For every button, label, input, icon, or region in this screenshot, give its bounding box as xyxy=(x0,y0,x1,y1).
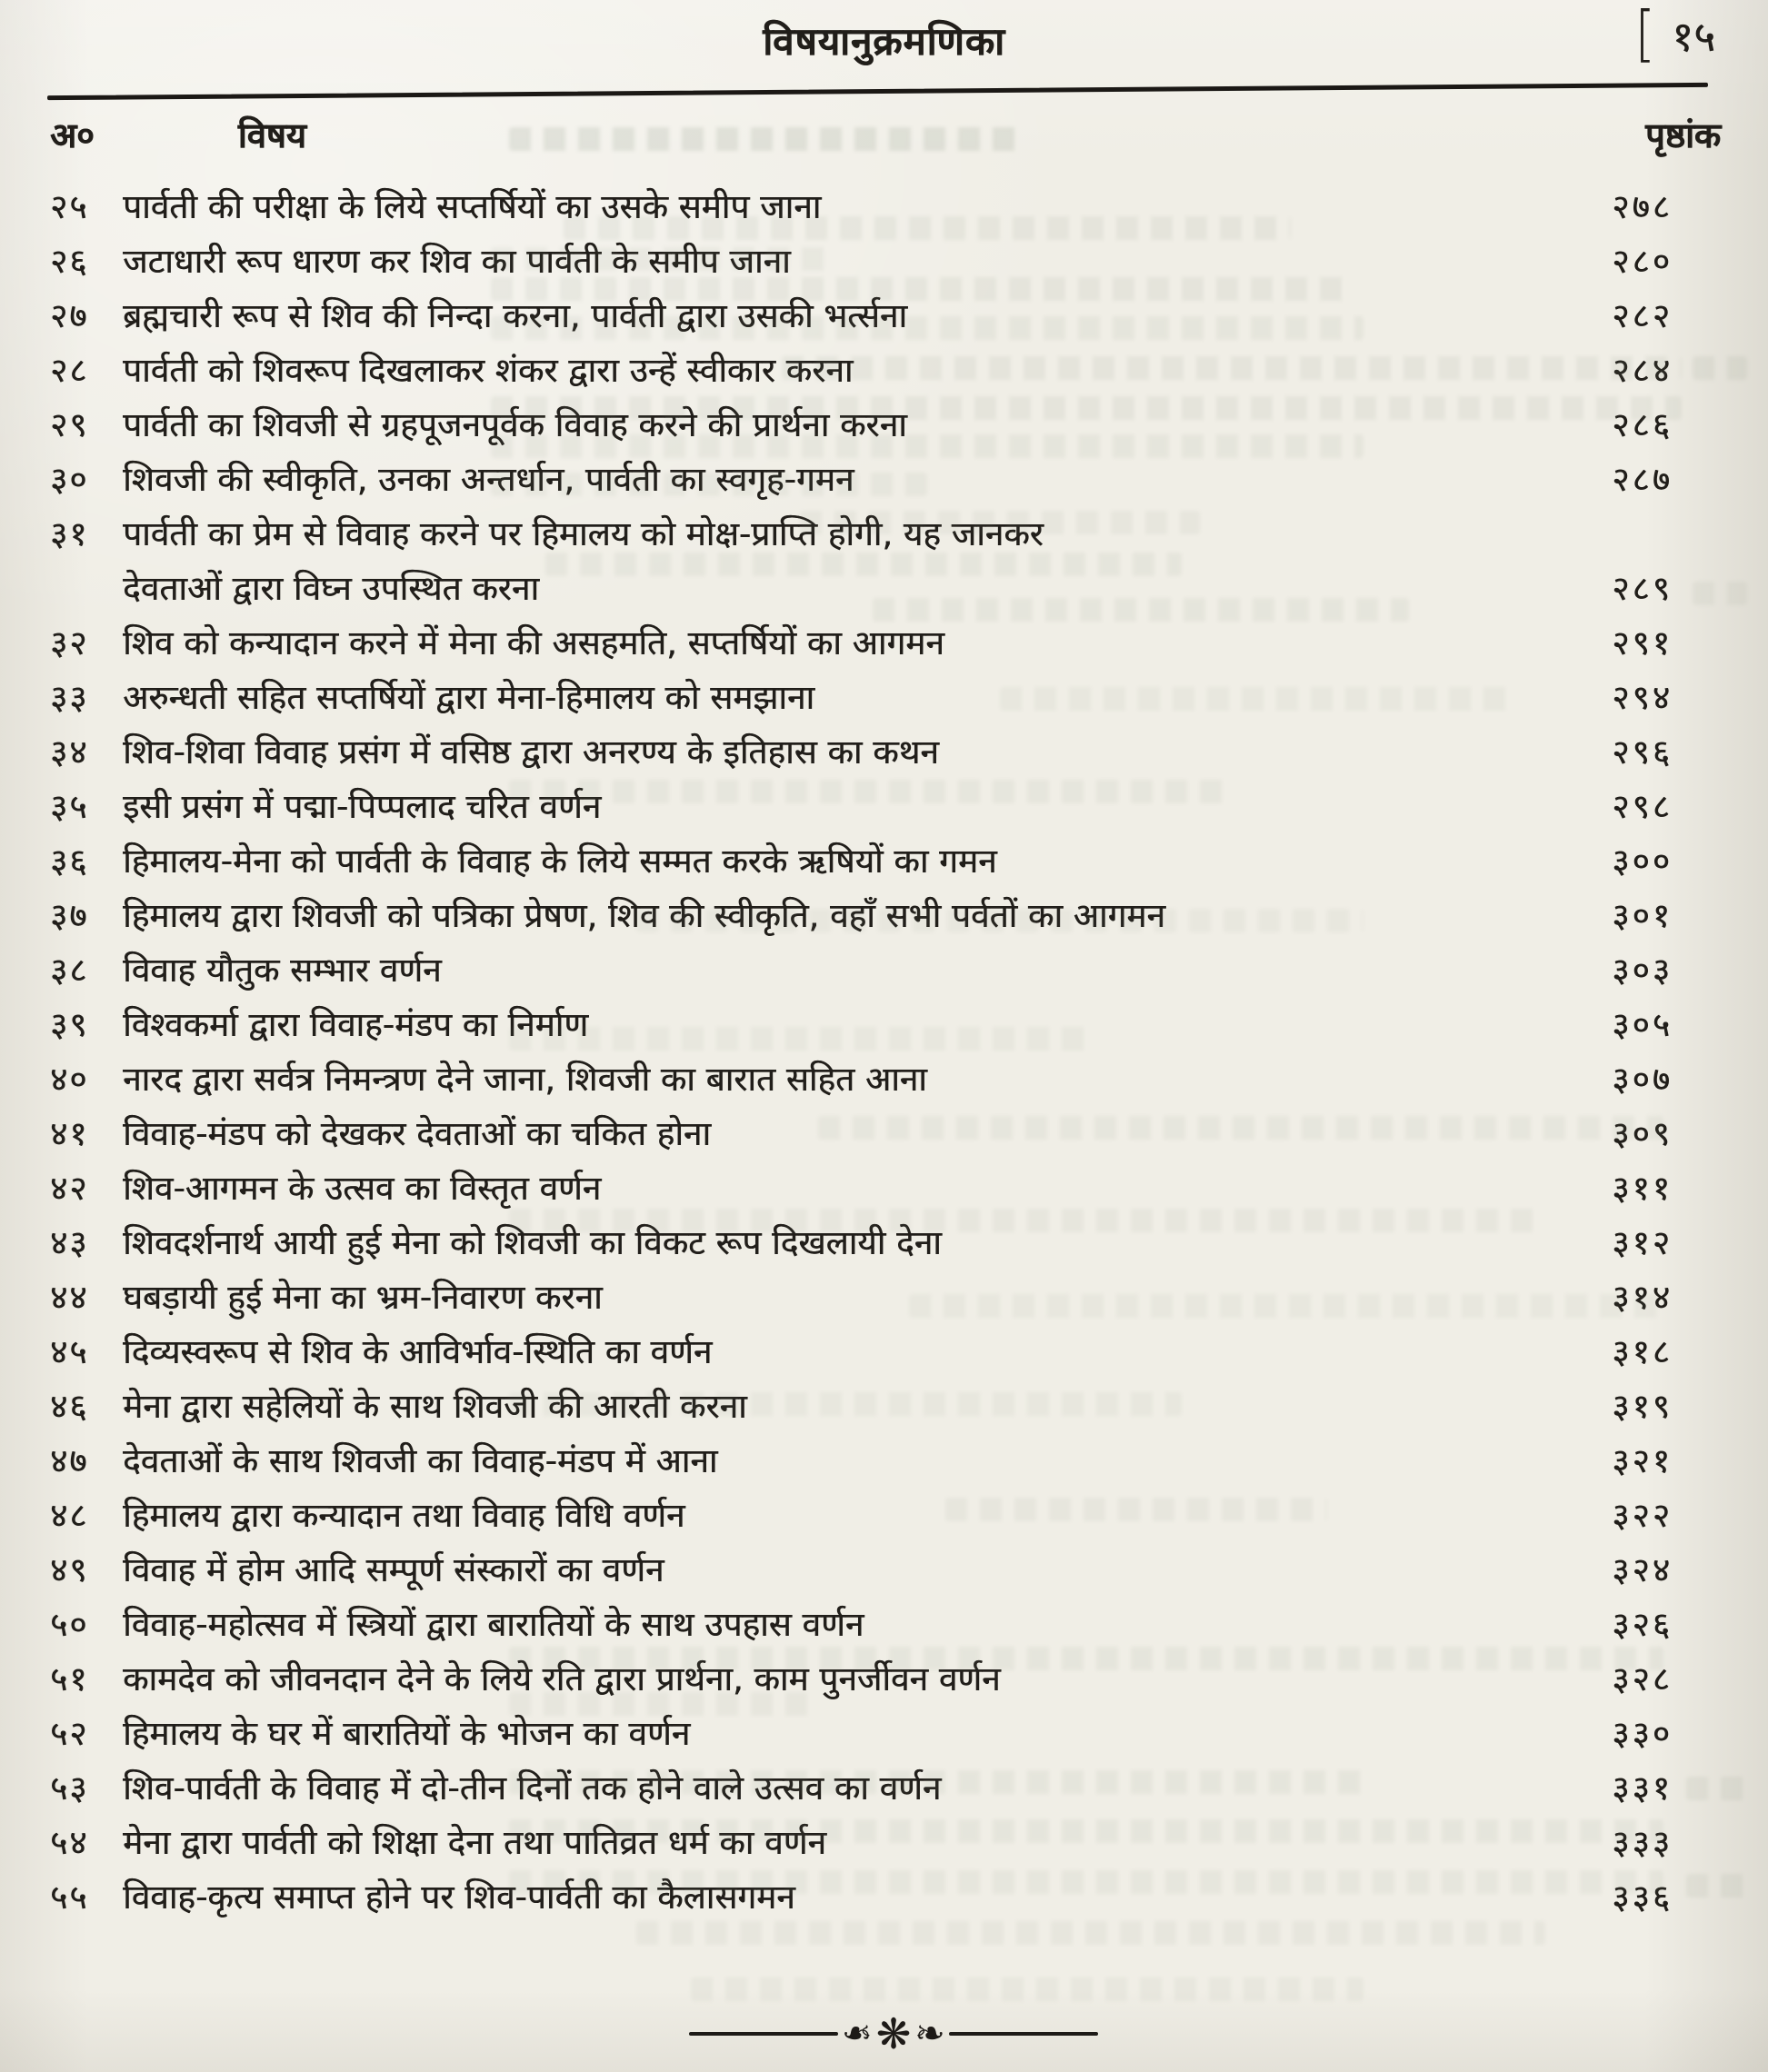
row-page-number: ३२६ xyxy=(1612,1605,1673,1644)
row-subject xyxy=(123,1816,1545,1870)
row-subject xyxy=(123,780,1545,834)
page-number: १५ xyxy=(1672,12,1715,61)
row-page-number: ३०१ xyxy=(1612,896,1673,935)
row-subject xyxy=(123,1325,1545,1380)
row-serial: २५ xyxy=(50,187,89,226)
row-serial: ३९ xyxy=(50,1005,89,1044)
divider-line-right xyxy=(949,2032,1098,2036)
subject-line: शिवदर्शनार्थ आयी हुई मेना को शिवजी का विकट रूप दिखलायी देना xyxy=(123,1223,942,1262)
row-subject xyxy=(123,1870,1545,1925)
row-page-number: २९४ xyxy=(1612,678,1673,717)
row-page-number: २७८ xyxy=(1612,187,1673,226)
row-serial: ३३ xyxy=(50,678,89,717)
column-header-serial: अ० xyxy=(50,115,95,155)
row-page-number: २८४ xyxy=(1612,351,1673,390)
table-row xyxy=(50,1543,1718,1598)
divider-line-left xyxy=(689,2032,838,2036)
table-row xyxy=(50,344,1718,398)
row-serial: ३१ xyxy=(50,514,89,553)
row-serial: ४३ xyxy=(50,1223,89,1262)
subject-line: शिव-आगमन के उत्सव का विस्तृत वर्णन xyxy=(123,1169,602,1208)
row-serial: ४० xyxy=(50,1060,89,1099)
row-page-number: ३२४ xyxy=(1612,1550,1673,1589)
table-row xyxy=(50,834,1718,889)
row-subject xyxy=(123,1216,1545,1270)
subject-line: शिवजी की स्वीकृति, उनका अन्तर्धान, पार्वती का स्वगृह-गमन xyxy=(123,460,854,499)
subject-line: हिमालय के घर में बारातियों के भोजन का वर्णन xyxy=(123,1714,691,1753)
table-row xyxy=(50,889,1718,943)
subject-line: पार्वती का प्रेम से विवाह करने पर हिमालय को मोक्ष-प्राप्ति होगी, यह जानकर xyxy=(123,514,1044,553)
subject-line: जटाधारी रूप धारण कर शिव का पार्वती के समीप जाना xyxy=(123,242,791,281)
subject-line: पार्वती का शिवजी से ग्रहपूजनपूर्वक विवाह करने की प्रार्थना करना xyxy=(123,405,907,444)
row-subject xyxy=(123,234,1545,289)
table-row xyxy=(50,1434,1718,1489)
column-header-subject: विषय xyxy=(237,115,306,155)
row-serial: ५४ xyxy=(50,1823,89,1862)
row-serial: ३६ xyxy=(50,842,89,881)
row-subject xyxy=(123,1107,1545,1161)
row-serial: ५० xyxy=(50,1605,89,1644)
subject-line: विवाह में होम आदि सम्पूर्ण संस्कारों का वर्णन xyxy=(123,1550,664,1589)
header-rule xyxy=(47,83,1708,100)
row-subject xyxy=(123,344,1545,398)
row-serial: ५५ xyxy=(50,1878,89,1917)
row-serial: ३५ xyxy=(50,787,89,826)
row-serial: ३० xyxy=(50,460,89,499)
toc-rows xyxy=(50,180,1718,1925)
subject-line: विवाह यौतुक सम्भार वर्णन xyxy=(123,951,442,990)
row-subject xyxy=(123,616,1545,671)
row-serial: ४४ xyxy=(50,1278,89,1317)
subject-line: दिव्यस्वरूप से शिव के आविर्भाव-स्थिति का वर्णन xyxy=(123,1332,713,1371)
subject-line: नारद द्वारा सर्वत्र निमन्त्रण देने जाना, शिवजी का बारात सहित आना xyxy=(123,1060,927,1099)
subject-line: इसी प्रसंग में पद्मा-पिप्पलाद चरित वर्णन xyxy=(123,787,602,826)
table-row xyxy=(50,671,1718,725)
subject-line: विश्वकर्मा द्वारा विवाह-मंडप का निर्माण xyxy=(123,1005,589,1044)
row-page-number: २९६ xyxy=(1612,732,1673,772)
table-row xyxy=(50,1870,1718,1925)
row-page-number: ३२२ xyxy=(1612,1496,1673,1535)
row-subject xyxy=(123,1598,1545,1652)
row-subject xyxy=(123,834,1545,889)
row-page-number: ३०५ xyxy=(1612,1005,1673,1044)
subject-line: देवताओं के साथ शिवजी का विवाह-मंडप में आना xyxy=(123,1441,718,1480)
table-row xyxy=(50,998,1718,1052)
row-subject xyxy=(123,507,1545,616)
table-row xyxy=(50,180,1718,234)
row-page-number: २८० xyxy=(1612,242,1673,281)
bracket-glyph: [ xyxy=(1634,0,1656,70)
table-row xyxy=(50,725,1718,780)
row-serial: ५३ xyxy=(50,1768,89,1808)
table-row xyxy=(50,1052,1718,1107)
table-row xyxy=(50,289,1718,344)
row-serial: २८ xyxy=(50,351,89,390)
subject-line: मेना द्वारा पार्वती को शिक्षा देना तथा पातिव्रत धर्म का वर्णन xyxy=(123,1823,826,1862)
table-row xyxy=(50,780,1718,834)
row-page-number: ३०९ xyxy=(1612,1114,1673,1153)
row-page-number: २८७ xyxy=(1612,460,1673,499)
row-page-number: ३२१ xyxy=(1612,1441,1673,1480)
row-serial: ४५ xyxy=(50,1332,89,1371)
bleedthrough-artifact xyxy=(691,1977,1363,2001)
subject-line: घबड़ायी हुई मेना का भ्रम-निवारण करना xyxy=(123,1278,603,1317)
table-row xyxy=(50,1161,1718,1216)
row-serial: ४७ xyxy=(50,1441,89,1480)
row-page-number: ३१९ xyxy=(1612,1387,1673,1426)
table-row xyxy=(50,1325,1718,1380)
subject-line: हिमालय-मेना को पार्वती के विवाह के लिये सम्मत करके ऋषियों का गमन xyxy=(123,842,997,881)
subject-line: हिमालय द्वारा शिवजी को पत्रिका प्रेषण, शिव की स्वीकृति, वहाँ सभी पर्वतों का आगमन xyxy=(123,896,1165,935)
row-subject xyxy=(123,889,1545,943)
row-page-number: २९१ xyxy=(1612,623,1673,662)
fleuron-right-icon: ❧ xyxy=(914,2013,945,2055)
row-subject xyxy=(123,1707,1545,1761)
column-header-row xyxy=(50,111,1721,158)
table-row xyxy=(50,1270,1718,1325)
row-subject xyxy=(123,998,1545,1052)
row-page-number: ३३० xyxy=(1612,1714,1673,1753)
row-subject xyxy=(123,1489,1545,1543)
subject-line: कामदेव को जीवनदान देने के लिये रति द्वारा प्रार्थना, काम पुनर्जीवन वर्णन xyxy=(123,1659,1001,1698)
subject-line: विवाह-मंडप को देखकर देवताओं का चकित होना xyxy=(123,1114,711,1153)
subject-line: पार्वती को शिवरूप दिखलाकर शंकर द्वारा उन्हें स्वीकार करना xyxy=(123,351,854,390)
subject-line: देवताओं द्वारा विघ्न उपस्थित करना xyxy=(123,569,539,608)
row-subject xyxy=(123,943,1545,998)
table-row xyxy=(50,507,1718,616)
row-subject xyxy=(123,1270,1545,1325)
table-row xyxy=(50,398,1718,453)
row-page-number: २९८ xyxy=(1612,787,1673,826)
row-serial: ३८ xyxy=(50,951,89,990)
row-subject xyxy=(123,453,1545,507)
row-serial: ३७ xyxy=(50,896,89,935)
row-serial: ४८ xyxy=(50,1496,89,1535)
row-page-number: ३१८ xyxy=(1612,1332,1673,1371)
row-subject xyxy=(123,1761,1545,1816)
row-page-number: ३०३ xyxy=(1612,951,1673,990)
table-row xyxy=(50,943,1718,998)
row-subject xyxy=(123,398,1545,453)
row-serial: ५१ xyxy=(50,1659,89,1698)
row-page-number: ३११ xyxy=(1612,1169,1673,1208)
table-row xyxy=(50,1652,1718,1707)
table-row xyxy=(50,616,1718,671)
row-subject xyxy=(123,1052,1545,1107)
column-header-page: पृष्ठांक xyxy=(1645,115,1721,155)
subject-line: शिव को कन्यादान करने में मेना की असहमति, सप्तर्षियों का आगमन xyxy=(123,623,944,662)
row-serial: ५२ xyxy=(50,1714,89,1753)
row-serial: ४१ xyxy=(50,1114,89,1153)
subject-line: विवाह-महोत्सव में स्त्रियों द्वारा बारातियों के साथ उपहास वर्णन xyxy=(123,1605,864,1644)
row-page-number: ३३१ xyxy=(1612,1768,1673,1808)
page-title: विषयानुक्रमणिका xyxy=(763,19,1005,64)
fleuron-left-icon: ❧ xyxy=(842,2013,873,2055)
row-page-number: ३०७ xyxy=(1612,1060,1673,1099)
row-serial: ४२ xyxy=(50,1169,89,1208)
subject-line: शिव-शिवा विवाह प्रसंग में वसिष्ठ द्वारा अनरण्य के इतिहास का कथन xyxy=(123,732,939,772)
table-row xyxy=(50,234,1718,289)
row-serial: २७ xyxy=(50,296,89,335)
row-page-number: ३३३ xyxy=(1612,1823,1673,1862)
row-page-number: ३१२ xyxy=(1612,1223,1673,1262)
footer-divider xyxy=(689,2009,1098,2058)
row-subject xyxy=(123,725,1545,780)
table-row xyxy=(50,1707,1718,1761)
row-subject xyxy=(123,289,1545,344)
subject-line: मेना द्वारा सहेलियों के साथ शिवजी की आरती करना xyxy=(123,1387,747,1426)
subject-line: शिव-पार्वती के विवाह में दो-तीन दिनों तक होने वाले उत्सव का वर्णन xyxy=(123,1768,942,1808)
table-row xyxy=(50,1216,1718,1270)
row-serial: २६ xyxy=(50,242,89,281)
subject-line: विवाह-कृत्य समाप्त होने पर शिव-पार्वती का कैलासगमन xyxy=(123,1878,795,1917)
row-subject xyxy=(123,1380,1545,1434)
row-subject xyxy=(123,671,1545,725)
subject-line: पार्वती की परीक्षा के लिये सप्तर्षियों का उसके समीप जाना xyxy=(123,187,822,226)
row-page-number: २८६ xyxy=(1612,405,1673,444)
row-page-number: २८९ xyxy=(1612,569,1673,608)
row-page-number: ३२८ xyxy=(1612,1659,1673,1698)
row-serial: ४९ xyxy=(50,1550,89,1589)
row-subject xyxy=(123,1652,1545,1707)
row-page-number: २८२ xyxy=(1612,296,1673,335)
subject-line: अरुन्धती सहित सप्तर्षियों द्वारा मेना-हिमालय को समझाना xyxy=(123,678,814,717)
row-subject xyxy=(123,1434,1545,1489)
table-row xyxy=(50,1380,1718,1434)
table-row xyxy=(50,1489,1718,1543)
table-row xyxy=(50,1761,1718,1816)
subject-line: ब्रह्मचारी रूप से शिव की निन्दा करना, पार्वती द्वारा उसकी भर्त्सना xyxy=(123,296,907,335)
fleuron-center-icon: ❋ xyxy=(875,2009,912,2058)
table-row xyxy=(50,1816,1718,1870)
row-page-number: ३०० xyxy=(1612,842,1673,881)
row-serial: ३४ xyxy=(50,732,89,772)
table-row xyxy=(50,453,1718,507)
table-row xyxy=(50,1598,1718,1652)
row-subject xyxy=(123,1161,1545,1216)
row-serial: २९ xyxy=(50,405,89,444)
corner-page-number xyxy=(1634,0,1715,70)
subject-line: हिमालय द्वारा कन्यादान तथा विवाह विधि वर्णन xyxy=(123,1496,685,1535)
row-serial: ४६ xyxy=(50,1387,89,1426)
row-page-number: ३१४ xyxy=(1612,1278,1673,1317)
row-serial: ३२ xyxy=(50,623,89,662)
row-subject xyxy=(123,180,1545,234)
table-row xyxy=(50,1107,1718,1161)
row-page-number: ३३६ xyxy=(1612,1878,1673,1917)
row-subject xyxy=(123,1543,1545,1598)
